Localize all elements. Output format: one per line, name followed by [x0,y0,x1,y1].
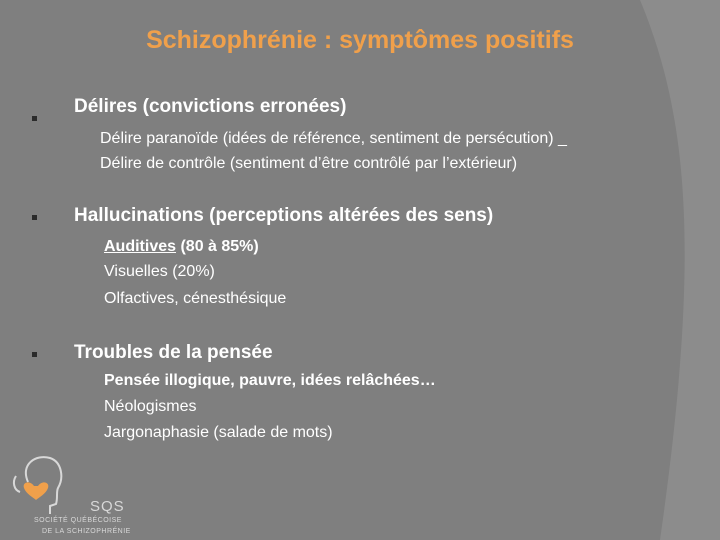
list-item: Délire de contrôle (sentiment d’être contrôlé par l’extérieur) [100,155,518,172]
logo-abbr: SQS [90,498,125,515]
list-item: Visuelles (20%) [104,263,215,280]
slide-title: Schizophrénie : symptômes positifs [146,26,574,54]
list-item [104,238,259,256]
bullet-icon [32,116,37,121]
list-item: Pensée illogique, pauvre, idées relâchées… [104,372,436,389]
list-item: Jargonaphasie (salade de mots) [104,424,333,441]
list-item-detail: (80 à 85%) [176,238,259,255]
logo-text-line2: DE LA SCHIZOPHRÉNIE [42,528,131,535]
section-heading-delires: Délires (convictions erronées) [74,96,347,117]
logo-text-line1: SOCIÉTÉ QUÉBÉCOISE [34,517,122,524]
list-item-emphasis: Auditives [104,238,177,255]
section-heading-troubles: Troubles de la pensée [74,342,273,363]
sqs-logo-icon [6,452,156,540]
list-item: Olfactives, cénesthésique [104,290,287,307]
list-item: Néologismes [104,398,197,415]
list-item: Délire paranoïde (idées de référence, sentiment de persécution) _ [100,130,567,147]
section-heading-hallucinations: Hallucinations (perceptions altérées des sens) [74,205,494,226]
bullet-icon [32,352,37,357]
bullet-icon [32,215,37,220]
